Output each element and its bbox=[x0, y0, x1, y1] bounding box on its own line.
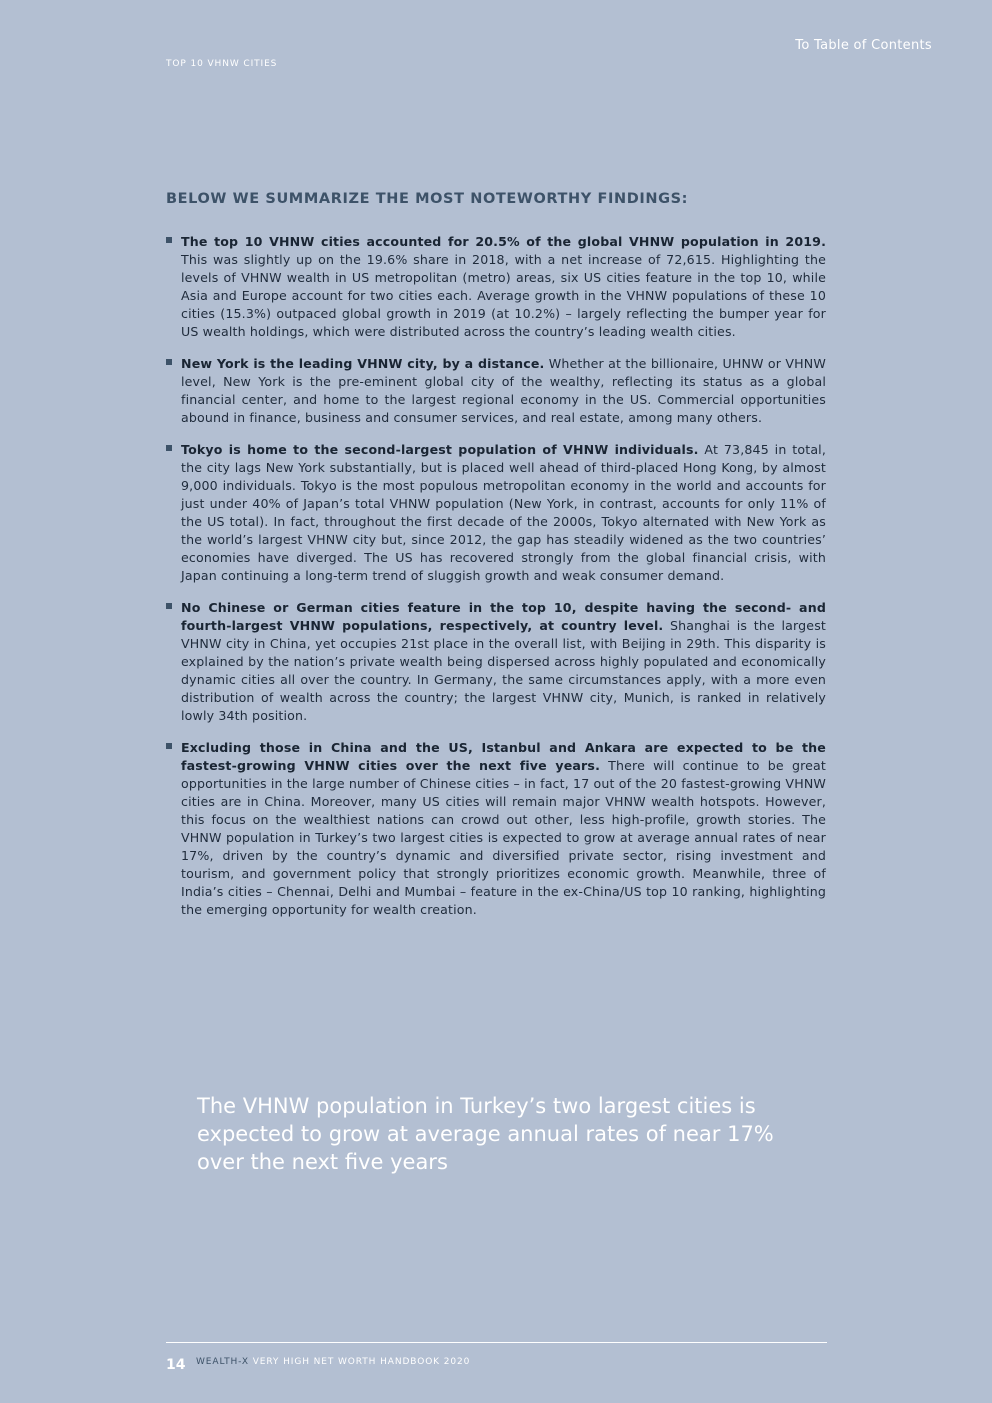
finding-lead: No Chinese or German cities feature in the top 10, despite having the second- and fourth-largest VHNW populations, respectively, at country level. bbox=[181, 600, 826, 633]
finding-lead: The top 10 VHNW cities accounted for 20.5% of the global VHNW population in 2019. bbox=[181, 234, 826, 249]
section-heading: BELOW WE SUMMARIZE THE MOST NOTEWORTHY FINDINGS: bbox=[166, 191, 689, 207]
finding-item bbox=[166, 739, 826, 919]
finding-lead: Excluding those in China and the US, Istanbul and Ankara are expected to be the fastest-growing VHNW cities over the next five years. bbox=[181, 740, 826, 773]
finding-item bbox=[166, 233, 826, 341]
square-bullet-icon bbox=[166, 743, 172, 749]
findings-list bbox=[166, 233, 826, 933]
finding-item bbox=[166, 599, 826, 725]
finding-body: This was slightly up on the 19.6% share in 2018, with a net increase of 72,615. Highlighting the levels of VHNW wealth in US metropolitan (metro) areas, six US cities feature in the top 10, while Asia and Europe account for two cities each. Average growth in the VHNW populations of these 10 cities (15.3%) outpaced global growth in 2019 (at 10.2%) – largely reflecting the bumper year for US wealth holdings, which were distributed across the country’s leading wealth cities. bbox=[181, 252, 826, 339]
finding-body: At 73,845 in total, the city lags New York substantially, but is placed well ahead of third-placed Hong Kong, by almost 9,000 individuals. Tokyo is the most populous metropolitan economy in the world and accounts for just under 40% of Japan’s total VHNW population (New York, in contrast, accounts for only 11% of the US total). In fact, throughout the first decade of the 2000s, Tokyo alternated with New York as the world’s largest VHNW city but, since 2012, the gap has steadily widened as the two countries’ economies have diverged. The US has recovered strongly from the global financial crisis, with Japan continuing a long-term trend of sluggish growth and weak consumer demand. bbox=[181, 442, 826, 583]
square-bullet-icon bbox=[166, 445, 172, 451]
finding-lead: New York is the leading VHNW city, by a distance. bbox=[181, 356, 545, 371]
square-bullet-icon bbox=[166, 237, 172, 243]
finding-lead: Tokyo is home to the second-largest population of VHNW individuals. bbox=[181, 442, 699, 457]
page-number: 14 bbox=[166, 1357, 186, 1373]
finding-item bbox=[166, 441, 826, 585]
square-bullet-icon bbox=[166, 359, 172, 365]
finding-body: Whether at the billionaire, UHNW or VHNW level, New York is the pre-eminent global city of the wealthy, reflecting its status as a global financial center, and home to the largest regional economy in the US. Commercial opportunities abound in finance, business and consumer services, and real estate, among many others. bbox=[181, 356, 826, 425]
footer-publication bbox=[196, 1357, 470, 1367]
footer-divider bbox=[166, 1342, 827, 1343]
pull-quote: The VHNW population in Turkey’s two largest cities is expected to grow at average annual rates of near 17% over the next five years bbox=[197, 1094, 774, 1174]
finding-body: There will continue to be great opportunities in the large number of Chinese cities – in fact, 17 out of the 20 fastest-growing VHNW cities are in China. Moreover, many US cities will remain major VHNW wealth hotspots. However, this focus on the wealthiest nations can crowd out other, less high-profile, growth stories. The VHNW population in Turkey’s two largest cities is expected to grow at average annual rates of near 17%, driven by the country’s dynamic and diversified private sector, rising investment and tourism, and government policy that strongly prioritizes economic growth. Meanwhile, three of India’s cities – Chennai, Delhi and Mumbai – feature in the ex-China/US top 10 ranking, highlighting the emerging opportunity for wealth creation. bbox=[181, 758, 826, 917]
footer-brand-name: WEALTH-X bbox=[196, 1357, 249, 1367]
running-header-title: TOP 10 VHNW CITIES bbox=[166, 59, 278, 69]
square-bullet-icon bbox=[166, 603, 172, 609]
finding-item bbox=[166, 355, 826, 427]
finding-body: Shanghai is the largest VHNW city in China, yet occupies 21st place in the overall list, with Beijing in 29th. This disparity is explained by the nation’s private wealth being dispersed across highly populated and economically dynamic cities all over the country. In Germany, the same circumstances apply, with a more even distribution of wealth across the country; the largest VHNW city, Munich, is ranked in relatively lowly 34th position. bbox=[181, 618, 826, 723]
footer-publication-title: VERY HIGH NET WORTH HANDBOOK 2020 bbox=[248, 1357, 471, 1367]
table-of-contents-link[interactable]: To Table of Contents bbox=[795, 38, 932, 53]
